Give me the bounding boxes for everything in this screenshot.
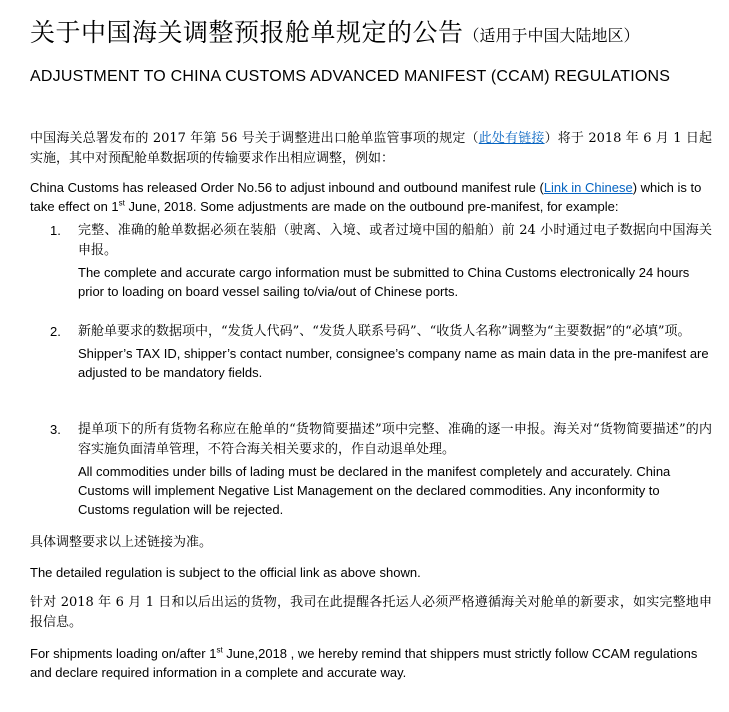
intro-chinese-text-1: 中国海关总署发布的 2017 年第 56 号关于调整进出口舱单监管事项的规定（	[30, 131, 479, 146]
intro-english-text-2: ) which is to take effect on 1	[30, 180, 702, 214]
detail-english: The detailed regulation is subject to the official link as above shown.	[30, 565, 421, 580]
intro-english-link[interactable]: Link in Chinese	[543, 180, 633, 195]
list-item-english: Shipper’s TAX ID, shipper’s contact number, consignee’s company name as main data in the pre-manifest are adjusted to be mandatory fields.	[78, 346, 709, 380]
list-item-number: 1.	[50, 223, 61, 238]
reminder-chinese: 针对 2018 年 6 月 1 日和以后出运的货物，我司在此提醒各托运人必须严格遵循海关对舱单的新要求，如实完整地申报信息。	[30, 595, 712, 630]
detail-chinese: 具体调整要求以上述链接为准。	[30, 535, 213, 550]
intro-chinese	[30, 129, 712, 169]
list-item-chinese: 提单项下的所有货物名称应在舱单的“货物简要描述”项中完整、准确的逐一申报。海关对“货物简要描述”的内容实施负面清单管理，不符合海关相关要求的，作自动退单处理。	[78, 422, 712, 457]
list-item-number: 3.	[50, 422, 61, 437]
list-item-chinese: 新舱单要求的数据项中，“发货人代码”、“发货人联系号码”、“收货人名称”调整为“主要数据”的“必填”项。	[78, 324, 691, 339]
title-chinese	[30, 16, 720, 53]
reminder-english-text-1: For shipments loading on/after 1	[30, 646, 217, 661]
title-region-note: （适用于中国大陆地区）	[463, 26, 640, 45]
intro-chinese-link[interactable]: 此处有链接	[478, 131, 545, 146]
list-item-number: 2.	[50, 324, 61, 339]
intro-chinese-text-2: ）将于 2018 年 6 月 1 日起实施，其中对预配舱单数据项的传输要求作出相应调整，例如：	[30, 131, 713, 166]
intro-english-text-1: China Customs has released Order No.56 to adjust inbound and outbound manifest rule (	[30, 180, 544, 195]
list-item	[50, 420, 712, 519]
title-english: ADJUSTMENT TO CHINA CUSTOMS ADVANCED MANIFEST (CCAM) REGULATIONS	[30, 68, 671, 85]
list-item	[50, 322, 712, 382]
list-item-english: All commodities under bills of lading must be declared in the manifest completely and accurately. China Customs will implement Negative List Management on the declared commodities. Any inconformity to Customs regulation will be rejected.	[78, 464, 671, 517]
list-item-chinese: 完整、准确的舱单数据必须在装船（驶离、入境、或者过境中国的船舶）前 24 小时通过电子数据向中国海关申报。	[78, 223, 712, 258]
title-chinese-main: 关于中国海关调整预报舱单规定的公告	[30, 18, 464, 47]
list-item-english: The complete and accurate cargo information must be submitted to China Customs electronically 24 hours prior to loading on board vessel sailing to/via/out of Chinese ports.	[78, 265, 690, 299]
list-item	[50, 221, 712, 301]
intro-english-sup: st	[118, 198, 125, 208]
reminder-english	[30, 644, 712, 682]
intro-english-text-3: June, 2018. Some adjustments are made on the outbound pre-manifest, for example:	[124, 199, 619, 214]
intro-english	[30, 178, 712, 216]
reminder-english-sup: st	[216, 645, 223, 655]
reminder-english-text-2: June,2018 , we hereby remind that shippers must strictly follow CCAM regulations and declare required information in a complete and accurate way.	[30, 646, 698, 680]
